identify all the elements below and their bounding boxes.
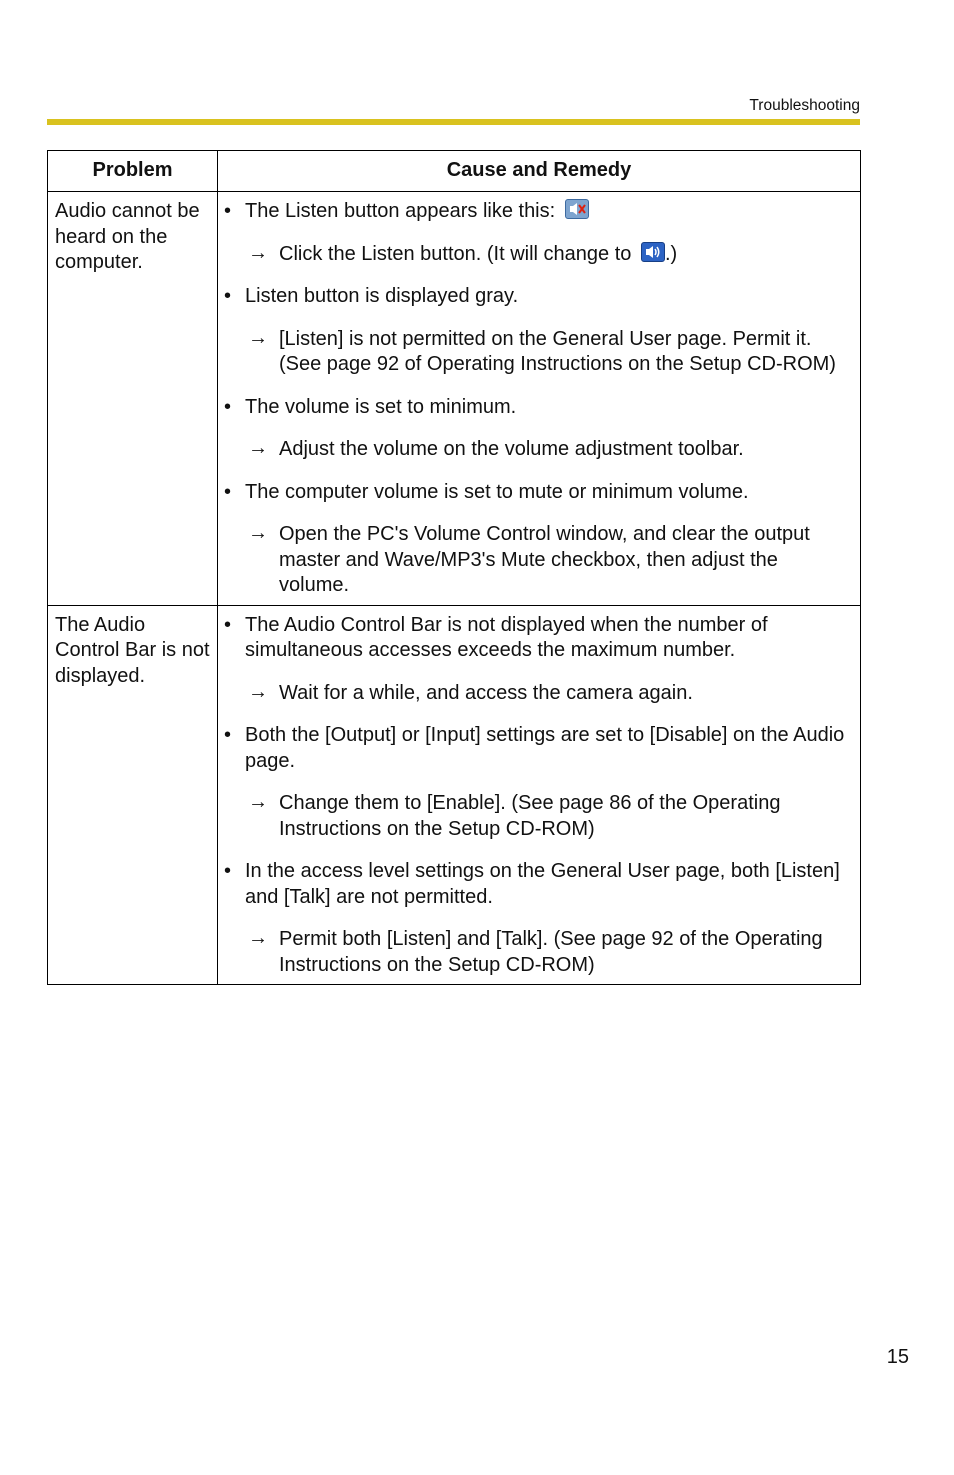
bullet-dot: • (224, 860, 232, 882)
problem-cell: Audio cannot be heard on the computer. (48, 192, 218, 606)
right-arrow-icon: → (248, 927, 268, 949)
bullet-dot: • (224, 480, 232, 503)
column-header-remedy: Cause and Remedy (218, 151, 861, 192)
cause-text: Both the [Output] or [Input] settings are set to [Disable] on the Audio page. (245, 724, 845, 772)
right-arrow-icon: → (248, 437, 268, 459)
remedy-item (218, 437, 852, 463)
remedy-text: Adjust the volume on the volume adjustment toolbar. (279, 438, 744, 460)
bullet-dot: • (224, 200, 232, 222)
cause-item (218, 284, 852, 310)
remedy-text-end: .) (664, 242, 678, 265)
cause-item (218, 480, 852, 506)
table-header-row (48, 151, 861, 192)
right-arrow-icon: → (248, 791, 268, 813)
cause-item (218, 199, 852, 225)
cause-text: The Listen button appears like this: (245, 200, 556, 222)
table-row (48, 605, 861, 985)
cause-text: The volume is set to minimum. (245, 395, 517, 418)
section-title: Troubleshooting (749, 97, 860, 114)
column-header-problem: Problem (48, 151, 218, 192)
troubleshooting-table (47, 150, 861, 985)
remedy-text: Open the PC's Volume Control window, and clear the output master and Wave/MP3's Mute checkbox, then adjust the volume. (279, 523, 810, 596)
right-arrow-icon: → (248, 241, 268, 264)
cause-text: In the access level settings on the General User page, both [Listen] and [Talk] are not permitted. (245, 860, 840, 908)
bullet-dot: • (224, 613, 232, 636)
speaker-on-icon (641, 242, 665, 262)
right-arrow-icon: → (248, 680, 268, 703)
cause-text: The computer volume is set to mute or minimum volume. (245, 480, 749, 503)
remedy-text: Wait for a while, and access the camera again. (279, 681, 693, 704)
table-row (48, 192, 861, 606)
right-arrow-icon: → (248, 326, 268, 349)
remedy-item (218, 522, 852, 599)
remedy-text: Click the Listen button. (It will change to (279, 242, 632, 265)
cause-item (218, 723, 852, 774)
remedy-cell (218, 192, 861, 606)
remedy-item (218, 791, 852, 842)
bullet-dot: • (224, 724, 232, 746)
problem-cell: The Audio Control Bar is not displayed. (48, 605, 218, 985)
cause-item (218, 859, 852, 910)
remedy-cell (218, 605, 861, 985)
cause-text: Listen button is displayed gray. (245, 285, 519, 307)
page-number: 15 (886, 1346, 909, 1368)
right-arrow-icon: → (248, 522, 268, 544)
header-rule (47, 119, 860, 125)
remedy-text: Permit both [Listen] and [Talk]. (See page 92 of the Operating Instructions on the Setup CD-ROM) (279, 928, 823, 976)
remedy-item (218, 327, 852, 378)
remedy-text: [Listen] is not permitted on the General User page. Permit it. (See page 92 of Operating Instructions on the Setup CD-ROM) (279, 327, 836, 375)
bullet-dot: • (224, 395, 232, 418)
remedy-text: Change them to [Enable]. (See page 86 of the Operating Instructions on the Setup CD-ROM) (279, 792, 781, 840)
remedy-item (218, 681, 852, 707)
remedy-item (218, 242, 852, 268)
cause-text: The Audio Control Bar is not displayed when the number of simultaneous accesses exceeds the maximum number. (245, 613, 768, 661)
cause-item (218, 613, 852, 664)
remedy-item (218, 927, 852, 978)
cause-item (218, 395, 852, 421)
bullet-dot: • (224, 285, 232, 307)
speaker-muted-icon (565, 199, 589, 219)
